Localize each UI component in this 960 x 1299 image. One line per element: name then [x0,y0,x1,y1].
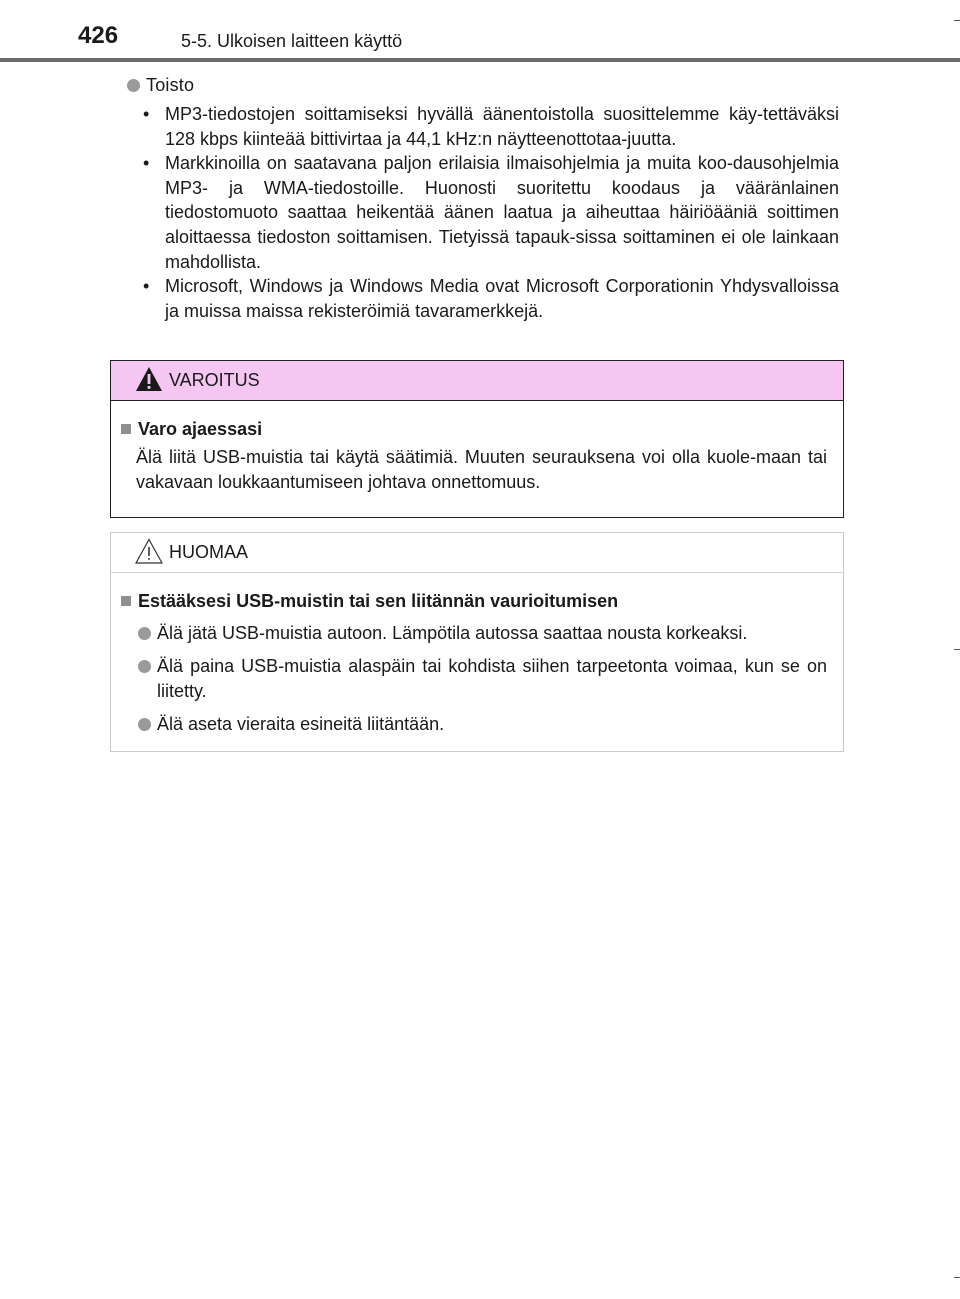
note-label: HUOMAA [169,542,249,562]
warning-box-header [111,361,843,401]
list-item: • MP3-tiedostojen soittamiseksi hyvällä äänentoistolla suosittelemme käy-tettäväksi 128 kbps kiinteää bittivirtaa ja 44,1 kHz:n näytteenottotaa-juutta. [143,104,839,149]
round-bullet-icon [138,627,151,640]
list-item: Älä paina USB-muistia alaspäin tai kohdista siihen tarpeetonta voimaa, kun se on liitetty. [121,654,827,704]
bullet-dot-icon: • [143,276,150,297]
note-box [110,532,844,752]
round-bullet-icon [138,660,151,673]
section-title: 5-5. Ulkoisen laitteen käyttö [181,31,403,51]
round-bullet-icon [127,79,140,92]
square-bullet-icon [121,424,131,434]
warning-box [110,360,844,518]
warning-text: Älä liitä USB-muistia tai käytä säätimiä. Muuten seurauksena voi olla kuole-maan tai vakavaan loukkaantumiseen johtava onnettomuus. [136,447,827,492]
round-bullet-icon [138,718,151,731]
note-heading: Estääksesi USB-muistin tai sen liitännän vaurioitumisen [138,591,619,611]
list-item: Älä aseta vieraita esineitä liitäntään. [121,712,827,737]
bullet-dot-icon: • [143,153,150,174]
toisto-heading: Toisto [146,74,195,95]
warning-heading: Varo ajaessasi [138,419,263,439]
note-box-header [111,533,843,573]
toisto-section [127,74,839,323]
toisto-bullet-list [127,102,839,323]
caution-triangle-icon [135,538,163,564]
edge-mark [954,20,960,21]
warning-label: VAROITUS [169,370,260,390]
warning-triangle-icon [135,366,163,392]
edge-mark [954,649,960,650]
square-bullet-icon [121,596,131,606]
list-item: Älä jätä USB-muistia autoon. Lämpötila autossa saattaa nousta korkeaksi. [121,621,827,646]
list-item: • Microsoft, Windows ja Windows Media ovat Microsoft Corporationin Yhdysvalloissa ja muissa maissa rekisteröimiä tavaramerkkejä. [143,276,839,321]
edge-mark [954,1277,960,1278]
header-rule [0,58,960,62]
bullet-dot-icon: • [143,104,150,124]
list-item: • Markkinoilla on saatavana paljon erilaisia ilmaisohjelmia ja muita koo-dausohjelmia MP3- ja WMA-tiedostoille. Huonosti suoritettu koodaus ja vääränlainen tiedostomuoto saattaa heikentää äänen laatua ja aiheuttaa häiriöääniä soittimen aloittaessa tiedoston soittamisen. Tietyissä tapauk-sissa soittaminen ei ole lainkaan mahdollista. [143,153,839,272]
page-number: 426 [78,22,119,49]
